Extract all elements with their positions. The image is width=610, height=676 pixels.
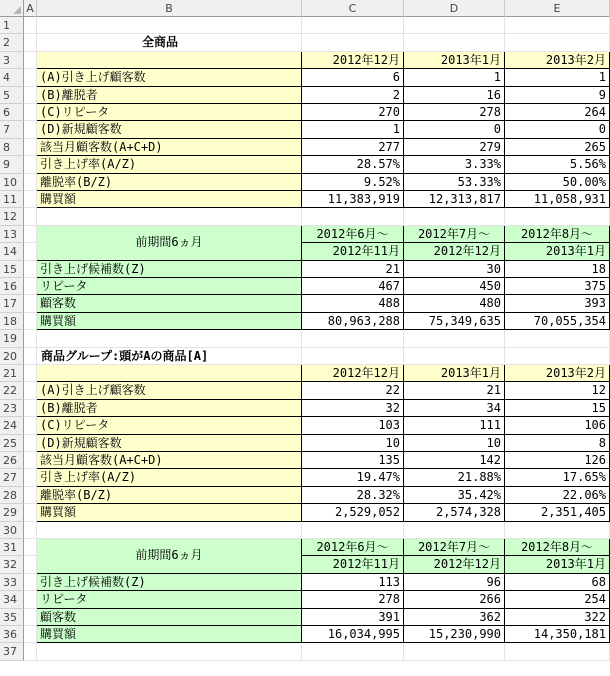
cell-a25[interactable] (24, 435, 37, 452)
table3-value-cell[interactable]: 19.47% (302, 469, 404, 486)
row-header-14[interactable]: 14 (0, 243, 24, 260)
cell-empty[interactable] (302, 34, 404, 51)
cell-a15[interactable] (24, 261, 37, 278)
cell-empty[interactable] (404, 208, 505, 225)
cell-a7[interactable] (24, 121, 37, 138)
row-header-37[interactable]: 37 (0, 643, 24, 660)
table2-period-start[interactable]: 2012年8月～ (505, 226, 610, 243)
row-header-1[interactable]: 1 (0, 17, 24, 34)
table2-value-cell[interactable]: 30 (404, 261, 505, 278)
table2-value-cell[interactable]: 70,055,354 (505, 313, 610, 330)
table3-value-cell[interactable]: 10 (302, 435, 404, 452)
table1-value-cell[interactable]: 279 (404, 139, 505, 156)
cell-empty[interactable] (505, 330, 610, 347)
cell-a11[interactable] (24, 191, 37, 208)
cell-empty[interactable] (505, 17, 610, 34)
cell-empty[interactable] (404, 643, 505, 660)
table4-value-cell[interactable]: 68 (505, 574, 610, 591)
table1-header-corner[interactable] (37, 52, 302, 69)
table4-period-start[interactable]: 2012年6月～ (302, 539, 404, 556)
cell-a8[interactable] (24, 139, 37, 156)
column-header-d[interactable]: D (404, 0, 505, 17)
cell-empty[interactable] (37, 643, 302, 660)
table1-value-cell[interactable]: 1 (404, 69, 505, 86)
cell-empty[interactable] (302, 208, 404, 225)
table3-month-header[interactable]: 2013年1月 (404, 365, 505, 382)
cell-a30[interactable] (24, 522, 37, 539)
table1-month-header[interactable]: 2012年12月 (302, 52, 404, 69)
cell-a18[interactable] (24, 313, 37, 330)
row-header-4[interactable]: 4 (0, 69, 24, 86)
table3-value-cell[interactable]: 22.06% (505, 487, 610, 504)
cell-empty[interactable] (37, 330, 302, 347)
cell-a6[interactable] (24, 104, 37, 121)
table3-value-cell[interactable]: 22 (302, 382, 404, 399)
cell-empty[interactable] (37, 208, 302, 225)
table2-period-end[interactable]: 2012年11月 (302, 243, 404, 260)
table4-row-label[interactable]: 購買額 (37, 626, 302, 643)
row-header-13[interactable]: 13 (0, 226, 24, 243)
table3-row-label[interactable]: (A)引き上げ顧客数 (37, 382, 302, 399)
table2-period-start[interactable]: 2012年7月～ (404, 226, 505, 243)
table3-value-cell[interactable]: 32 (302, 400, 404, 417)
table1-value-cell[interactable]: 3.33% (404, 156, 505, 173)
cell-empty[interactable] (302, 17, 404, 34)
table2-value-cell[interactable]: 75,349,635 (404, 313, 505, 330)
table3-value-cell[interactable]: 17.65% (505, 469, 610, 486)
table1-value-cell[interactable]: 265 (505, 139, 610, 156)
table3-value-cell[interactable]: 135 (302, 452, 404, 469)
cell-a19[interactable] (24, 330, 37, 347)
table3-value-cell[interactable]: 10 (404, 435, 505, 452)
row-header-6[interactable]: 6 (0, 104, 24, 121)
table3-value-cell[interactable]: 21 (404, 382, 505, 399)
row-header-2[interactable]: 2 (0, 34, 24, 51)
table1-value-cell[interactable]: 16 (404, 87, 505, 104)
table1-value-cell[interactable]: 9 (505, 87, 610, 104)
row-header-9[interactable]: 9 (0, 156, 24, 173)
cell-a13[interactable] (24, 226, 37, 243)
table4-value-cell[interactable]: 113 (302, 574, 404, 591)
table1-value-cell[interactable]: 5.56% (505, 156, 610, 173)
table1-title[interactable]: 全商品 (37, 34, 302, 51)
table3-row-label[interactable]: (D)新規顧客数 (37, 435, 302, 452)
table3-header-corner[interactable] (37, 365, 302, 382)
table1-row-label[interactable]: 離脱率(B/Z) (37, 174, 302, 191)
table3-row-label[interactable]: 該当月顧客数(A+C+D) (37, 452, 302, 469)
table4-value-cell[interactable]: 391 (302, 609, 404, 626)
row-header-12[interactable]: 12 (0, 208, 24, 225)
row-header-36[interactable]: 36 (0, 626, 24, 643)
table1-value-cell[interactable]: 1 (505, 69, 610, 86)
table1-row-label[interactable]: (B)離脱者 (37, 87, 302, 104)
table4-period-start[interactable]: 2012年8月～ (505, 539, 610, 556)
table3-month-header[interactable]: 2013年2月 (505, 365, 610, 382)
row-header-25[interactable]: 25 (0, 435, 24, 452)
row-header-16[interactable]: 16 (0, 278, 24, 295)
cell-empty[interactable] (404, 17, 505, 34)
table2-value-cell[interactable]: 80,963,288 (302, 313, 404, 330)
cell-empty[interactable] (505, 208, 610, 225)
row-header-10[interactable]: 10 (0, 174, 24, 191)
cell-empty[interactable] (37, 17, 302, 34)
cell-empty[interactable] (37, 522, 302, 539)
table4-value-cell[interactable]: 96 (404, 574, 505, 591)
cell-empty[interactable] (404, 330, 505, 347)
cell-empty[interactable] (404, 522, 505, 539)
table1-value-cell[interactable]: 270 (302, 104, 404, 121)
table1-value-cell[interactable]: 0 (505, 121, 610, 138)
table4-value-cell[interactable]: 278 (302, 591, 404, 608)
table4-row-label[interactable]: リピータ (37, 591, 302, 608)
row-header-33[interactable]: 33 (0, 574, 24, 591)
table2-value-cell[interactable]: 480 (404, 295, 505, 312)
row-header-26[interactable]: 26 (0, 452, 24, 469)
table1-row-label[interactable]: 該当月顧客数(A+C+D) (37, 139, 302, 156)
cell-empty[interactable] (302, 348, 404, 365)
row-header-29[interactable]: 29 (0, 504, 24, 521)
table4-value-cell[interactable]: 16,034,995 (302, 626, 404, 643)
table2-row-label[interactable]: 購買額 (37, 313, 302, 330)
table2-row-label[interactable]: 顧客数 (37, 295, 302, 312)
row-header-18[interactable]: 18 (0, 313, 24, 330)
cell-a28[interactable] (24, 487, 37, 504)
table1-value-cell[interactable]: 11,058,931 (505, 191, 610, 208)
row-header-35[interactable]: 35 (0, 609, 24, 626)
table3-title[interactable]: 商品グループ:頭がAの商品[A] (37, 348, 302, 365)
table3-row-label[interactable]: 離脱率(B/Z) (37, 487, 302, 504)
table2-period-start[interactable]: 2012年6月～ (302, 226, 404, 243)
cell-a20[interactable] (24, 348, 37, 365)
row-header-21[interactable]: 21 (0, 365, 24, 382)
cell-a31[interactable] (24, 539, 37, 556)
row-header-34[interactable]: 34 (0, 591, 24, 608)
cell-a17[interactable] (24, 295, 37, 312)
cell-empty[interactable] (302, 643, 404, 660)
cell-empty[interactable] (505, 522, 610, 539)
cell-a9[interactable] (24, 156, 37, 173)
table3-month-header[interactable]: 2012年12月 (302, 365, 404, 382)
table3-value-cell[interactable]: 21.88% (404, 469, 505, 486)
table1-value-cell[interactable]: 6 (302, 69, 404, 86)
row-header-3[interactable]: 3 (0, 52, 24, 69)
cell-a2[interactable] (24, 34, 37, 51)
table1-month-header[interactable]: 2013年1月 (404, 52, 505, 69)
column-header-c[interactable]: C (302, 0, 404, 17)
table2-period-end[interactable]: 2013年1月 (505, 243, 610, 260)
table1-month-header[interactable]: 2013年2月 (505, 52, 610, 69)
table3-value-cell[interactable]: 15 (505, 400, 610, 417)
row-header-23[interactable]: 23 (0, 400, 24, 417)
table1-value-cell[interactable]: 28.57% (302, 156, 404, 173)
table2-value-cell[interactable]: 18 (505, 261, 610, 278)
table3-value-cell[interactable]: 34 (404, 400, 505, 417)
table3-value-cell[interactable]: 103 (302, 417, 404, 434)
row-header-17[interactable]: 17 (0, 295, 24, 312)
table3-row-label[interactable]: (C)リピータ (37, 417, 302, 434)
table4-row-label[interactable]: 顧客数 (37, 609, 302, 626)
table4-value-cell[interactable]: 362 (404, 609, 505, 626)
table2-title[interactable]: 前期間6ヵ月 (37, 226, 302, 261)
cell-empty[interactable] (302, 522, 404, 539)
table1-row-label[interactable]: 購買額 (37, 191, 302, 208)
cell-a32[interactable] (24, 556, 37, 573)
table3-value-cell[interactable]: 2,351,405 (505, 504, 610, 521)
table4-value-cell[interactable]: 14,350,181 (505, 626, 610, 643)
cell-a34[interactable] (24, 591, 37, 608)
table1-value-cell[interactable]: 278 (404, 104, 505, 121)
table1-value-cell[interactable]: 1 (302, 121, 404, 138)
cell-a22[interactable] (24, 382, 37, 399)
table4-row-label[interactable]: 引き上げ候補数(Z) (37, 574, 302, 591)
column-header-e[interactable]: E (505, 0, 610, 17)
cell-a12[interactable] (24, 208, 37, 225)
cell-a23[interactable] (24, 400, 37, 417)
table1-row-label[interactable]: (D)新規顧客数 (37, 121, 302, 138)
table2-row-label[interactable]: 引き上げ候補数(Z) (37, 261, 302, 278)
table4-value-cell[interactable]: 15,230,990 (404, 626, 505, 643)
cell-a35[interactable] (24, 609, 37, 626)
table2-value-cell[interactable]: 488 (302, 295, 404, 312)
table3-value-cell[interactable]: 126 (505, 452, 610, 469)
row-header-11[interactable]: 11 (0, 191, 24, 208)
cell-a1[interactable] (24, 17, 37, 34)
table4-period-end[interactable]: 2013年1月 (505, 556, 610, 573)
row-header-27[interactable]: 27 (0, 469, 24, 486)
cell-empty[interactable] (505, 643, 610, 660)
row-header-19[interactable]: 19 (0, 330, 24, 347)
cell-a36[interactable] (24, 626, 37, 643)
cell-a3[interactable] (24, 52, 37, 69)
cell-a27[interactable] (24, 469, 37, 486)
table3-value-cell[interactable]: 8 (505, 435, 610, 452)
table4-period-start[interactable]: 2012年7月～ (404, 539, 505, 556)
cell-a10[interactable] (24, 174, 37, 191)
table3-value-cell[interactable]: 2,574,328 (404, 504, 505, 521)
row-header-20[interactable]: 20 (0, 348, 24, 365)
table2-value-cell[interactable]: 450 (404, 278, 505, 295)
cell-empty[interactable] (404, 348, 505, 365)
row-header-31[interactable]: 31 (0, 539, 24, 556)
table1-value-cell[interactable]: 50.00% (505, 174, 610, 191)
select-all-corner[interactable] (0, 0, 24, 17)
table2-row-label[interactable]: リピータ (37, 278, 302, 295)
table3-value-cell[interactable]: 106 (505, 417, 610, 434)
cell-a33[interactable] (24, 574, 37, 591)
cell-empty[interactable] (505, 34, 610, 51)
cell-a21[interactable] (24, 365, 37, 382)
cell-a29[interactable] (24, 504, 37, 521)
row-header-28[interactable]: 28 (0, 487, 24, 504)
cell-empty[interactable] (505, 348, 610, 365)
table1-value-cell[interactable]: 12,313,817 (404, 191, 505, 208)
table1-value-cell[interactable]: 9.52% (302, 174, 404, 191)
table4-value-cell[interactable]: 266 (404, 591, 505, 608)
table4-value-cell[interactable]: 322 (505, 609, 610, 626)
row-header-22[interactable]: 22 (0, 382, 24, 399)
table2-value-cell[interactable]: 393 (505, 295, 610, 312)
cell-a4[interactable] (24, 69, 37, 86)
table3-value-cell[interactable]: 12 (505, 382, 610, 399)
table3-value-cell[interactable]: 142 (404, 452, 505, 469)
cell-a26[interactable] (24, 452, 37, 469)
row-header-7[interactable]: 7 (0, 121, 24, 138)
row-header-32[interactable]: 32 (0, 556, 24, 573)
table1-value-cell[interactable]: 277 (302, 139, 404, 156)
cell-a16[interactable] (24, 278, 37, 295)
table1-value-cell[interactable]: 264 (505, 104, 610, 121)
table2-period-end[interactable]: 2012年12月 (404, 243, 505, 260)
cell-empty[interactable] (302, 330, 404, 347)
table3-row-label[interactable]: (B)離脱者 (37, 400, 302, 417)
cell-empty[interactable] (404, 34, 505, 51)
table2-value-cell[interactable]: 21 (302, 261, 404, 278)
table3-value-cell[interactable]: 35.42% (404, 487, 505, 504)
column-header-a[interactable]: A (24, 0, 37, 17)
table3-row-label[interactable]: 購買額 (37, 504, 302, 521)
table3-value-cell[interactable]: 2,529,052 (302, 504, 404, 521)
cell-a14[interactable] (24, 243, 37, 260)
row-header-8[interactable]: 8 (0, 139, 24, 156)
table1-row-label[interactable]: (C)リピータ (37, 104, 302, 121)
table3-row-label[interactable]: 引き上げ率(A/Z) (37, 469, 302, 486)
table2-value-cell[interactable]: 375 (505, 278, 610, 295)
cell-a37[interactable] (24, 643, 37, 660)
table1-row-label[interactable]: (A)引き上げ顧客数 (37, 69, 302, 86)
table4-period-end[interactable]: 2012年11月 (302, 556, 404, 573)
table1-value-cell[interactable]: 11,383,919 (302, 191, 404, 208)
table4-period-end[interactable]: 2012年12月 (404, 556, 505, 573)
table4-value-cell[interactable]: 254 (505, 591, 610, 608)
table1-value-cell[interactable]: 53.33% (404, 174, 505, 191)
table4-title[interactable]: 前期間6ヵ月 (37, 539, 302, 574)
cell-a24[interactable] (24, 417, 37, 434)
row-header-15[interactable]: 15 (0, 261, 24, 278)
table3-value-cell[interactable]: 111 (404, 417, 505, 434)
cell-a5[interactable] (24, 87, 37, 104)
row-header-5[interactable]: 5 (0, 87, 24, 104)
table3-value-cell[interactable]: 28.32% (302, 487, 404, 504)
column-header-b[interactable]: B (37, 0, 302, 17)
table1-value-cell[interactable]: 0 (404, 121, 505, 138)
table2-value-cell[interactable]: 467 (302, 278, 404, 295)
row-header-30[interactable]: 30 (0, 522, 24, 539)
table1-row-label[interactable]: 引き上げ率(A/Z) (37, 156, 302, 173)
row-header-24[interactable]: 24 (0, 417, 24, 434)
table1-value-cell[interactable]: 2 (302, 87, 404, 104)
